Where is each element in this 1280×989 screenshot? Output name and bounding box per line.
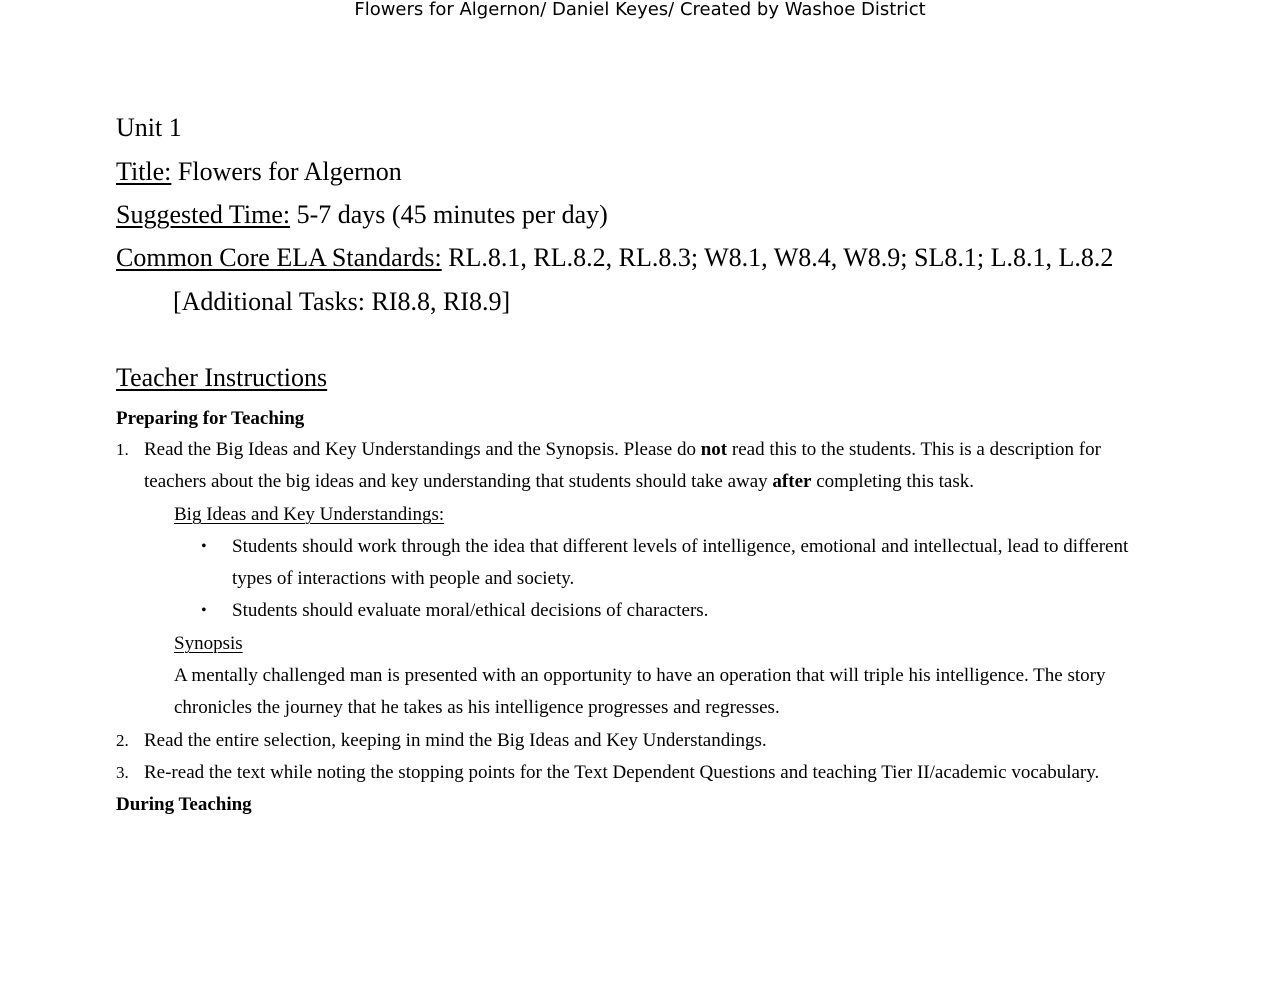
during-teaching-heading: During Teaching [116,794,252,815]
list-number-2: 2. [116,731,129,750]
teacher-instructions-title: Teacher Instructions [116,363,328,392]
item1-text-d: completing this task. [811,471,974,492]
standards-label: Common Core ELA Standards: [116,243,442,272]
item1-text-a: Read the Big Ideas and Key Understandings and the Synopsis. Please do [144,439,701,460]
item1-line2 [144,469,974,495]
item1-bold-not: not [700,439,728,460]
big-ideas-heading-text: Big Ideas and Key Understandings: [174,504,445,525]
item1-bold-after: after [772,471,812,492]
title-label: Title: [116,157,172,186]
bullet-marker-1: • [201,538,207,555]
standards-line [116,242,1113,274]
unit-label: Unit 1 [116,113,182,142]
teacher-instructions-heading [116,362,327,394]
item3-text: Re-read the text while noting the stopping points for the Text Dependent Questions and teaching Tier II/academic vocabulary. [144,762,1100,783]
synopsis-heading-text: Synopsis [174,633,243,654]
item1-text-c: teachers about the big ideas and key understanding that students should take away [144,471,773,492]
bullet-2-line1: Students should evaluate moral/ethical decisions of characters. [232,600,709,621]
suggested-time-value: 5-7 days (45 minutes per day) [296,200,608,229]
bullet-1-line1: Students should work through the idea that different levels of intelligence, emotional and intellectual, lead to different [232,536,1129,557]
synopsis-line2: chronicles the journey that he takes as his intelligence progresses and regresses. [174,697,780,718]
suggested-time-label: Suggested Time: [116,200,291,229]
suggested-time-line [116,199,608,231]
item1-text-b: read this to the students. This is a description for [727,439,1101,460]
title-line [116,156,402,188]
bullet-1-line2: types of interactions with people and society. [232,568,575,589]
title-value: Flowers for Algernon [177,157,402,186]
running-header: Flowers for Algernon/ Daniel Keyes/ Created by Washoe District [354,0,926,20]
synopsis-line1: A mentally challenged man is presented with an opportunity to have an operation that will triple his intelligence. The story [174,665,1106,686]
item2-text: Read the entire selection, keeping in mind the Big Ideas and Key Understandings. [144,730,767,751]
additional-tasks: [Additional Tasks: RI8.8, RI8.9] [173,287,511,316]
preparing-heading: Preparing for Teaching [116,408,305,429]
item1-line1 [144,437,1101,463]
big-ideas-heading [174,502,444,528]
bullet-marker-2: • [201,602,207,619]
list-number-1: 1. [116,440,129,459]
synopsis-heading [174,631,243,657]
list-number-3: 3. [116,763,129,782]
standards-value: RL.8.1, RL.8.2, RL.8.3; W8.1, W8.4, W8.9; SL8.1; L.8.1, L.8.2 [448,243,1114,272]
